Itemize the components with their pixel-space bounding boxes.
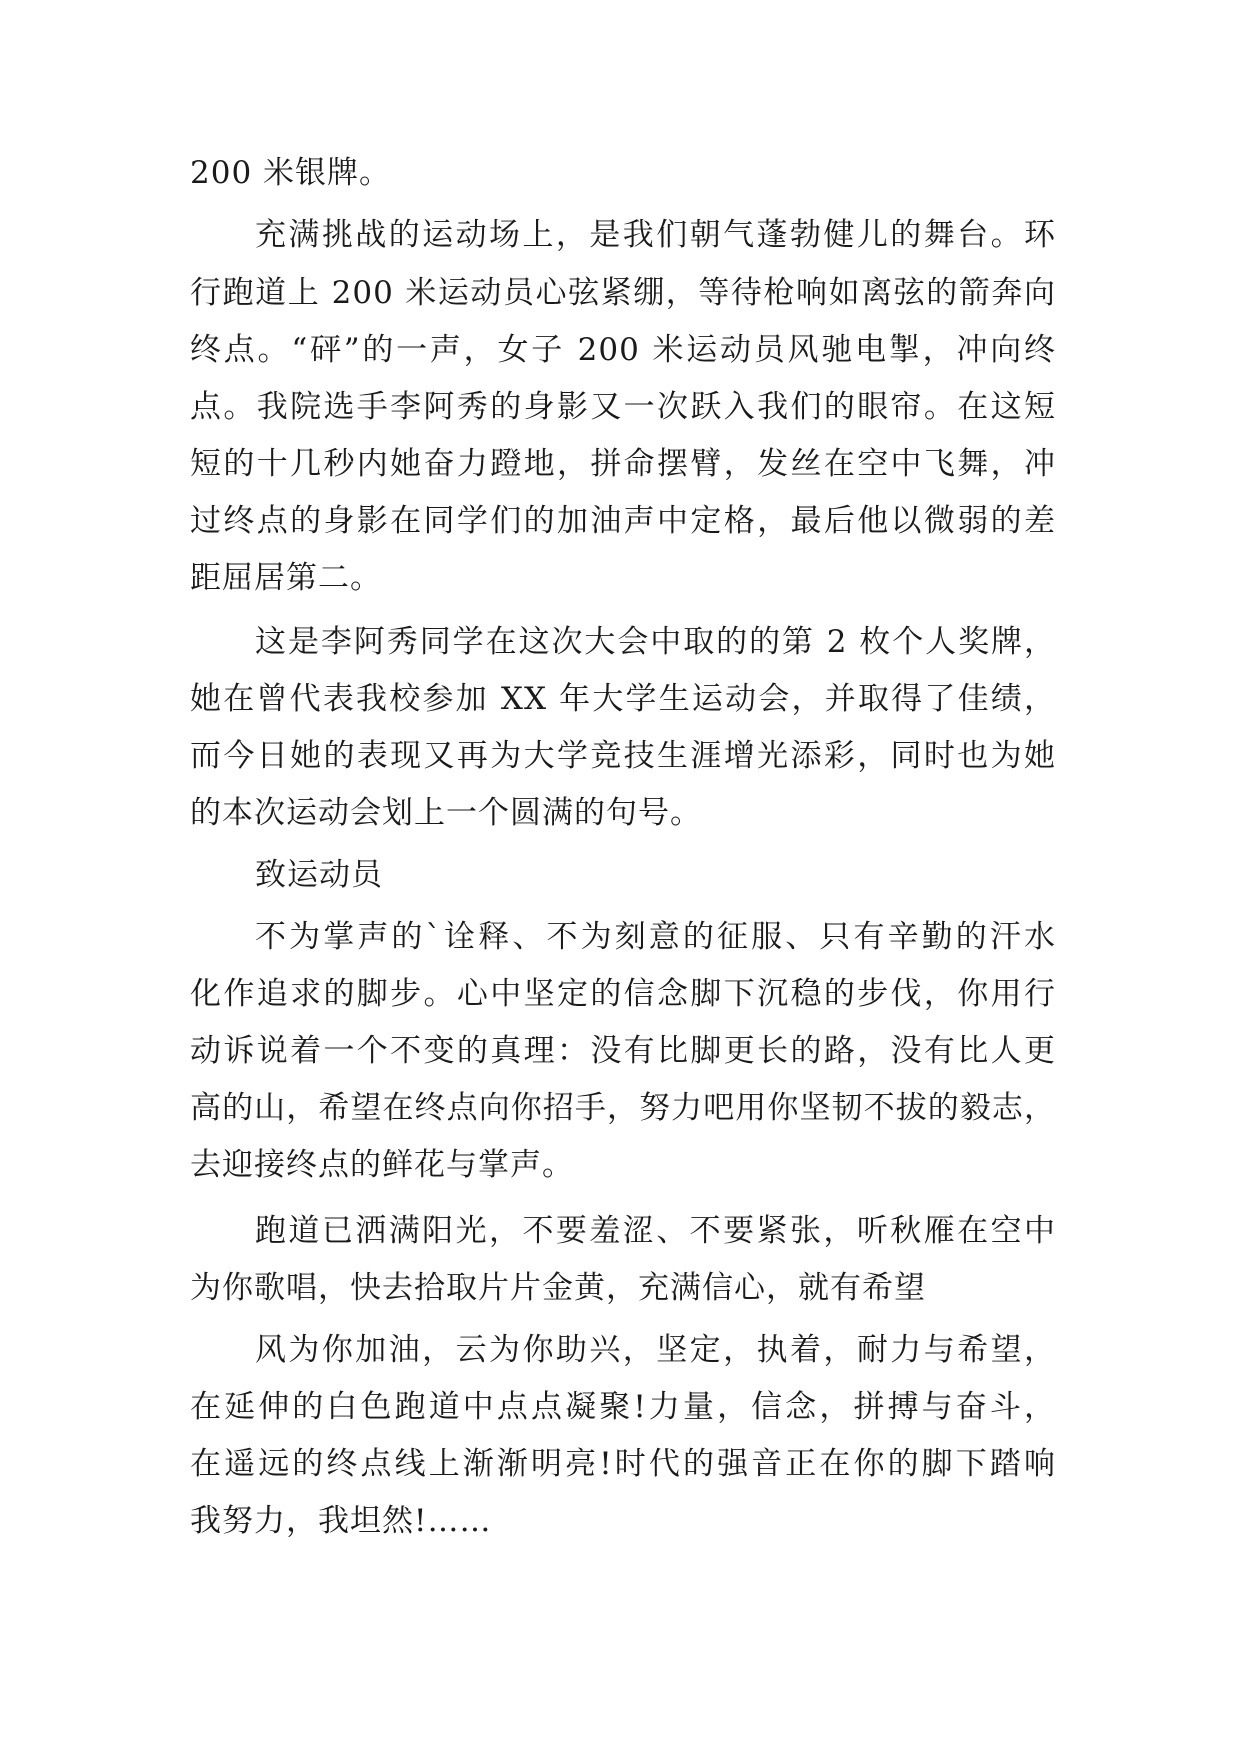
- text-line: 200 米银牌。: [190, 155, 392, 191]
- text-line: 高的山，希望在终点向你招手，努力吧用你坚韧不拔的毅志，: [190, 1090, 1056, 1126]
- text-line: 跑道已洒满阳光，不要羞涩、不要紧张，听秋雁在空中: [255, 1213, 1056, 1249]
- text-line: 充满挑战的运动场上，是我们朝气蓬勃健儿的舞台。环: [255, 217, 1056, 253]
- text-line: 点。我院选手李阿秀的身影又一次跃入我们的眼帘。在这短: [190, 389, 1056, 425]
- text-line: 而今日她的表现又再为大学竞技生涯增光添彩，同时也为她: [190, 738, 1056, 774]
- text-line: 不为掌声的`诠释、不为刻意的征服、只有辛勤的汗水: [255, 919, 1056, 955]
- text-line: 动诉说着一个不变的真理：没有比脚更长的路，没有比人更: [190, 1033, 1056, 1069]
- text-line: 过终点的身影在同学们的加油声中定格，最后他以微弱的差: [190, 503, 1056, 539]
- section-heading: 致运动员: [255, 857, 383, 893]
- text-line: 我努力，我坦然!……: [190, 1503, 492, 1539]
- text-line: 在延伸的白色跑道中点点凝聚!力量，信念，拼搏与奋斗，: [190, 1389, 1056, 1425]
- text-line: 终点。“砰”的一声，女子 200 米运动员风驰电掣，冲向终: [190, 332, 1056, 368]
- text-line: 行跑道上 200 米运动员心弦紧绷，等待枪响如离弦的箭奔向: [190, 275, 1056, 311]
- text-line: 她在曾代表我校参加 XX 年大学生运动会，并取得了佳绩，: [190, 681, 1056, 717]
- text-line: 距屈居第二。: [190, 560, 382, 596]
- text-line: 的本次运动会划上一个圆满的句号。: [190, 795, 702, 831]
- text-line: 去迎接终点的鲜花与掌声。: [190, 1147, 574, 1183]
- text-line: 风为你加油，云为你助兴，坚定，执着，耐力与希望，: [255, 1332, 1056, 1368]
- text-line: 短的十几秒内她奋力蹬地，拼命摆臂，发丝在空中飞舞，冲: [190, 446, 1056, 482]
- text-line: 这是李阿秀同学在这次大会中取的的第 2 枚个人奖牌，: [255, 624, 1056, 660]
- text-line: 为你歌唱，快去拾取片片金黄，充满信心，就有希望: [190, 1270, 926, 1306]
- text-line: 化作追求的脚步。心中坚定的信念脚下沉稳的步伐，你用行: [190, 976, 1056, 1012]
- text-line: 在遥远的终点线上渐渐明亮!时代的强音正在你的脚下踏响: [190, 1446, 1056, 1482]
